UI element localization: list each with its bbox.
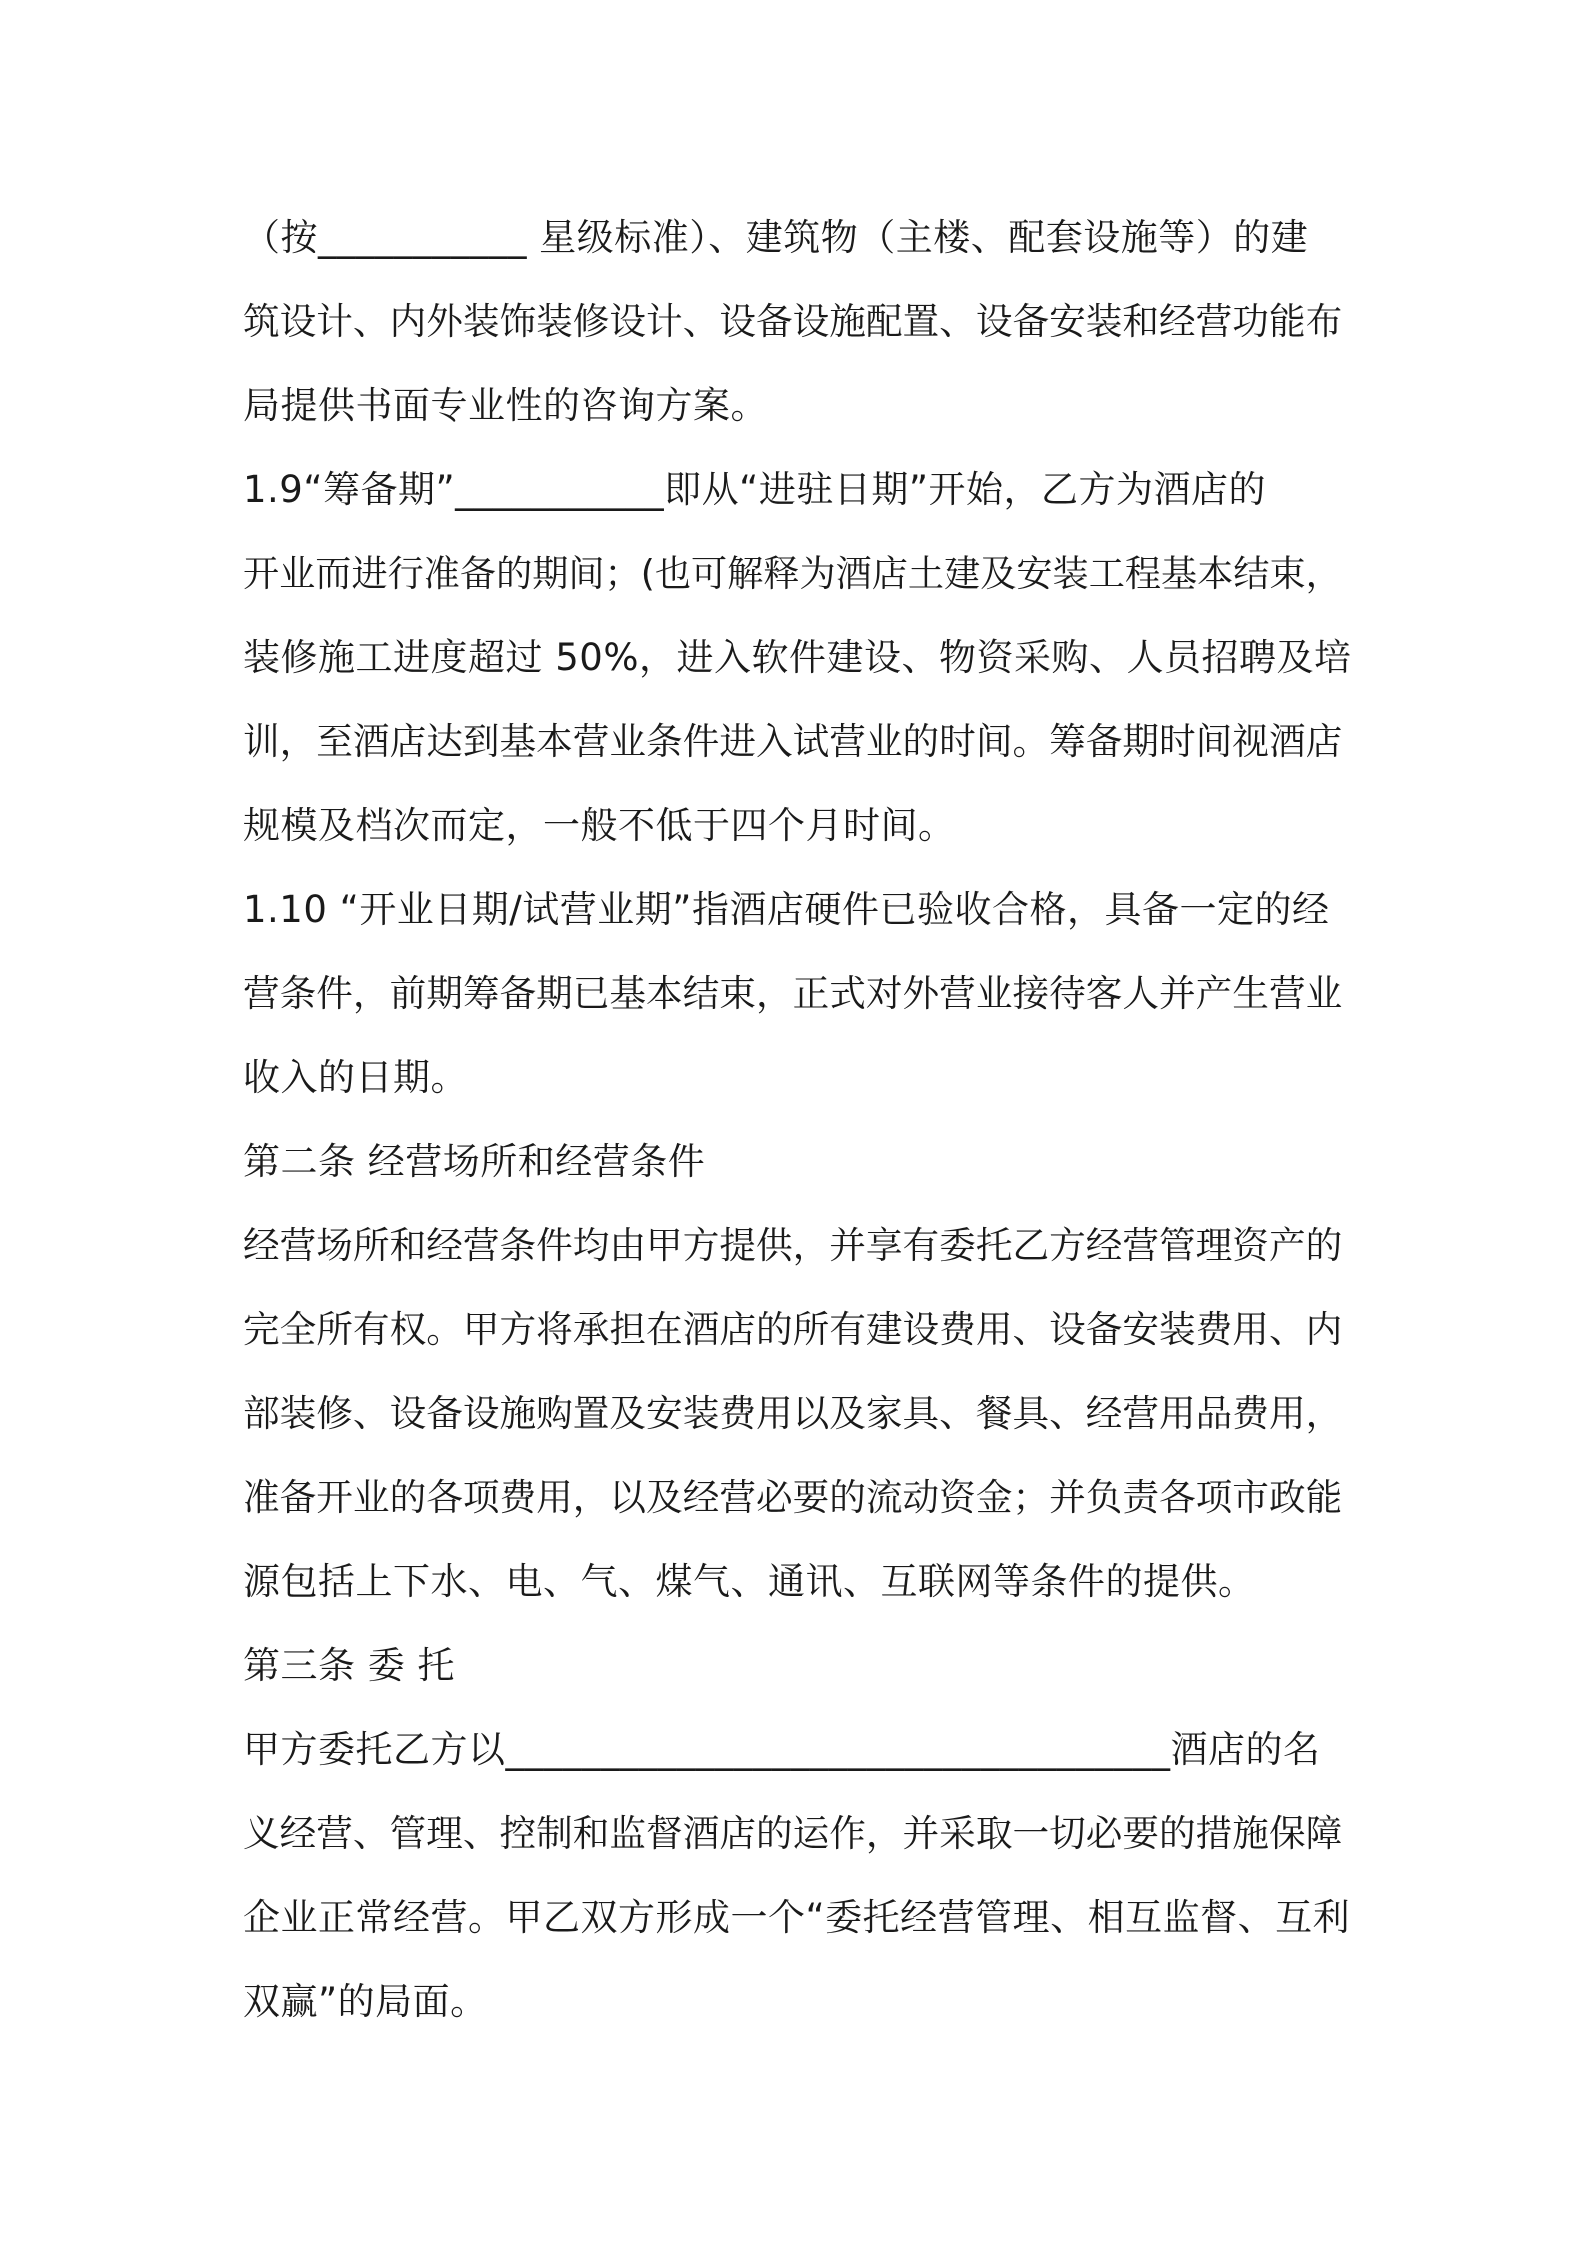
text-line: 局提供书面专业性的咨询方案。	[243, 384, 768, 427]
text-line: 甲方委托乙方以___________________________________酒店的名	[243, 1728, 1321, 1771]
text-line: 经营场所和经营条件均由甲方提供，并享有委托乙方经营管理资产的	[243, 1224, 1343, 1267]
article-3-heading: 第三条 委 托	[243, 1644, 456, 1687]
text-line: 完全所有权。甲方将承担在酒店的所有建设费用、设备安装费用、内	[243, 1308, 1343, 1351]
text-line: 双赢”的局面。	[243, 1980, 488, 2023]
text-line: 营条件，前期筹备期已基本结束，正式对外营业接待客人并产生营业	[243, 972, 1343, 1015]
text-line: 收入的日期。	[243, 1056, 468, 1099]
text-line: 筑设计、内外装饰装修设计、设备设施配置、设备安装和经营功能布	[243, 300, 1343, 343]
clause-1-9-line: 1.9“筹备期”___________即从“进驻日期”开始，乙方为酒店的	[243, 468, 1267, 511]
text-line: 义经营、管理、控制和监督酒店的运作，并采取一切必要的措施保障	[243, 1812, 1343, 1855]
text-line: 装修施工进度超过 50%，进入软件建设、物资采购、人员招聘及培	[243, 636, 1352, 679]
text-line: 部装修、设备设施购置及安装费用以及家具、餐具、经营用品费用，	[243, 1392, 1343, 1435]
text-line: 源包括上下水、电、气、煤气、通讯、互联网等条件的提供。	[243, 1560, 1256, 1603]
text-line: 训，至酒店达到基本营业条件进入试营业的时间。筹备期时间视酒店	[243, 720, 1343, 763]
document-body	[243, 196, 1363, 2044]
text-line: 开业而进行准备的期间；(也可解释为酒店土建及安装工程基本结束，	[243, 552, 1342, 595]
clause-1-10-line: 1.10 “开业日期/试营业期”指酒店硬件已验收合格，具备一定的经	[243, 888, 1330, 931]
text-line: 规模及档次而定，一般不低于四个月时间。	[243, 804, 956, 847]
text-line: 准备开业的各项费用，以及经营必要的流动资金；并负责各项市政能	[243, 1476, 1343, 1519]
text-line: 企业正常经营。甲乙双方形成一个“委托经营管理、相互监督、互利	[243, 1896, 1351, 1939]
article-2-heading: 第二条 经营场所和经营条件	[243, 1140, 706, 1183]
text-line: （按___________ 星级标准）、建筑物（主楼、配套设施等）的建	[243, 216, 1309, 259]
